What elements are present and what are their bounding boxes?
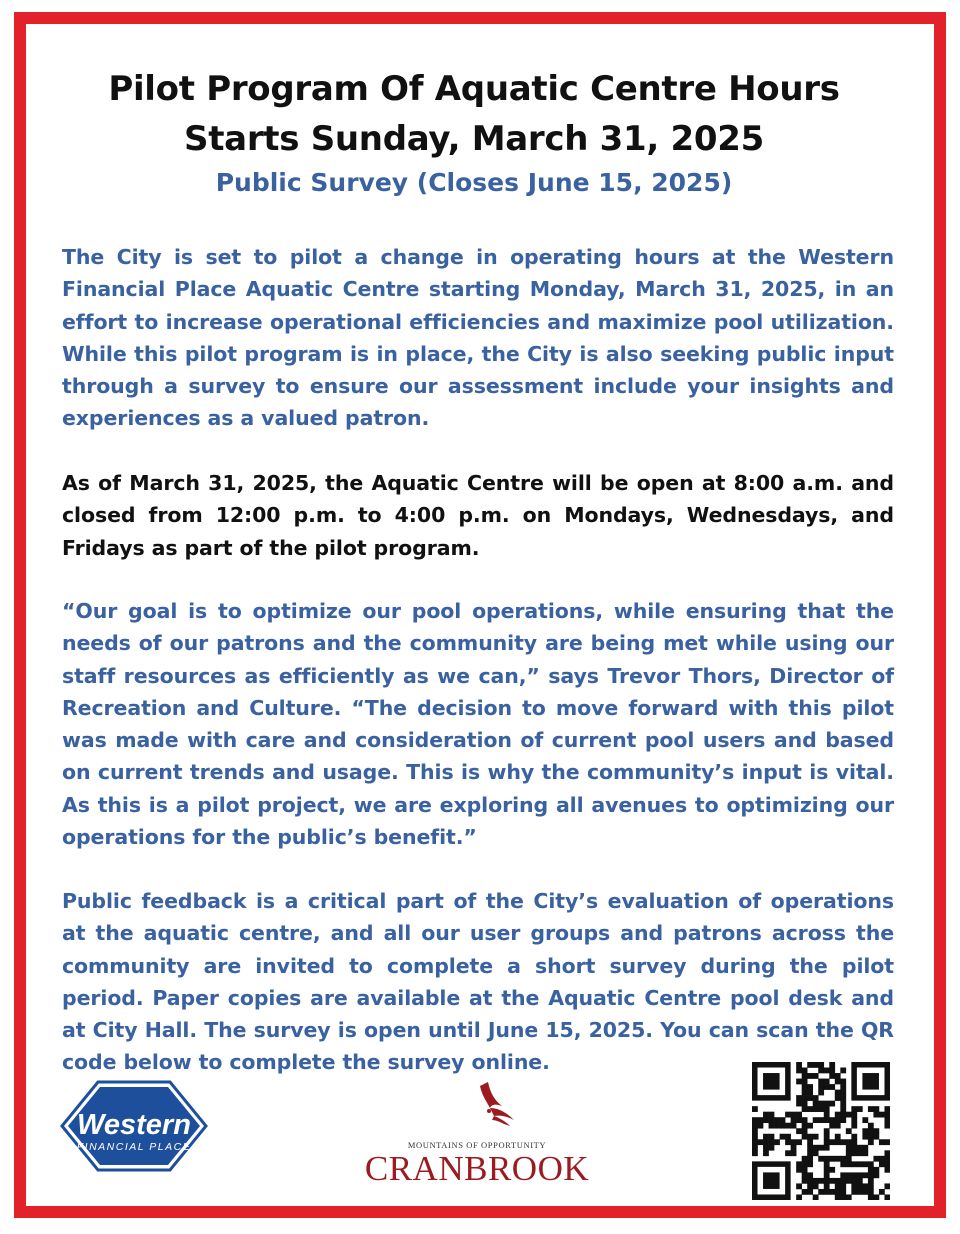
page-title [0, 64, 948, 164]
intro-paragraph: The City is set to pilot a change in operating hours at the Western Financial Place Aquatic Centre starting Monday, March 31, 2025, in an effort to increase operational efficiencies and maximize pool utilization. While this pilot program is in place, the City is also seeking public input through a survey to ensure our assessment include your insights and experiences as a valued patron. [62, 245, 894, 431]
eagle-icon [480, 1082, 514, 1126]
qr-code-icon[interactable] [752, 1062, 890, 1200]
title-line-2: Starts Sunday, March 31, 2025 [184, 119, 764, 159]
western-financial-place-logo [60, 1080, 208, 1172]
title-line-1: Pilot Program Of Aquatic Centre Hours [108, 69, 840, 109]
western-logo-subword: FINANCIAL PLACE [76, 1141, 192, 1153]
western-logo-word: Western [77, 1109, 191, 1141]
cranbrook-tagline: MOUNTAINS OF OPPORTUNITY [407, 1140, 547, 1150]
quote-paragraph: “Our goal is to optimize our pool operations, while ensuring that the needs of our patrons and the community are being met while using our staff resources as efficiently as we can,” says Trevor Thors, Director of Recreation and Culture. “The decision to move forward with this pilot was made with care and consideration of current pool users and based on current trends and usage. This is why the community’s input is vital. As this is a pilot project, we are exploring all avenues to optimizing our operations for the public’s benefit.” [62, 599, 894, 850]
page-subtitle: Public Survey (Closes June 15, 2025) [215, 168, 733, 197]
feedback-paragraph: Public feedback is a critical part of the City’s evaluation of operations at the aquatic centre, and all our user groups and patrons across the community are invited to complete a short survey during the pilot period. Paper copies are available at the Aquatic Centre pool desk and at City Hall. The survey is open until June 15, 2025. You can scan the QR code below to complete the survey online. [62, 889, 894, 1075]
hours-paragraph: As of March 31, 2025, the Aquatic Centre will be open at 8:00 a.m. and closed from 12:00 p.m. to 4:00 p.m. on Mondays, Wednesdays, and Fridays as part of the pilot program. [62, 471, 894, 560]
cranbrook-name: CRANBROOK [364, 1149, 590, 1188]
cranbrook-logo [352, 1076, 602, 1188]
